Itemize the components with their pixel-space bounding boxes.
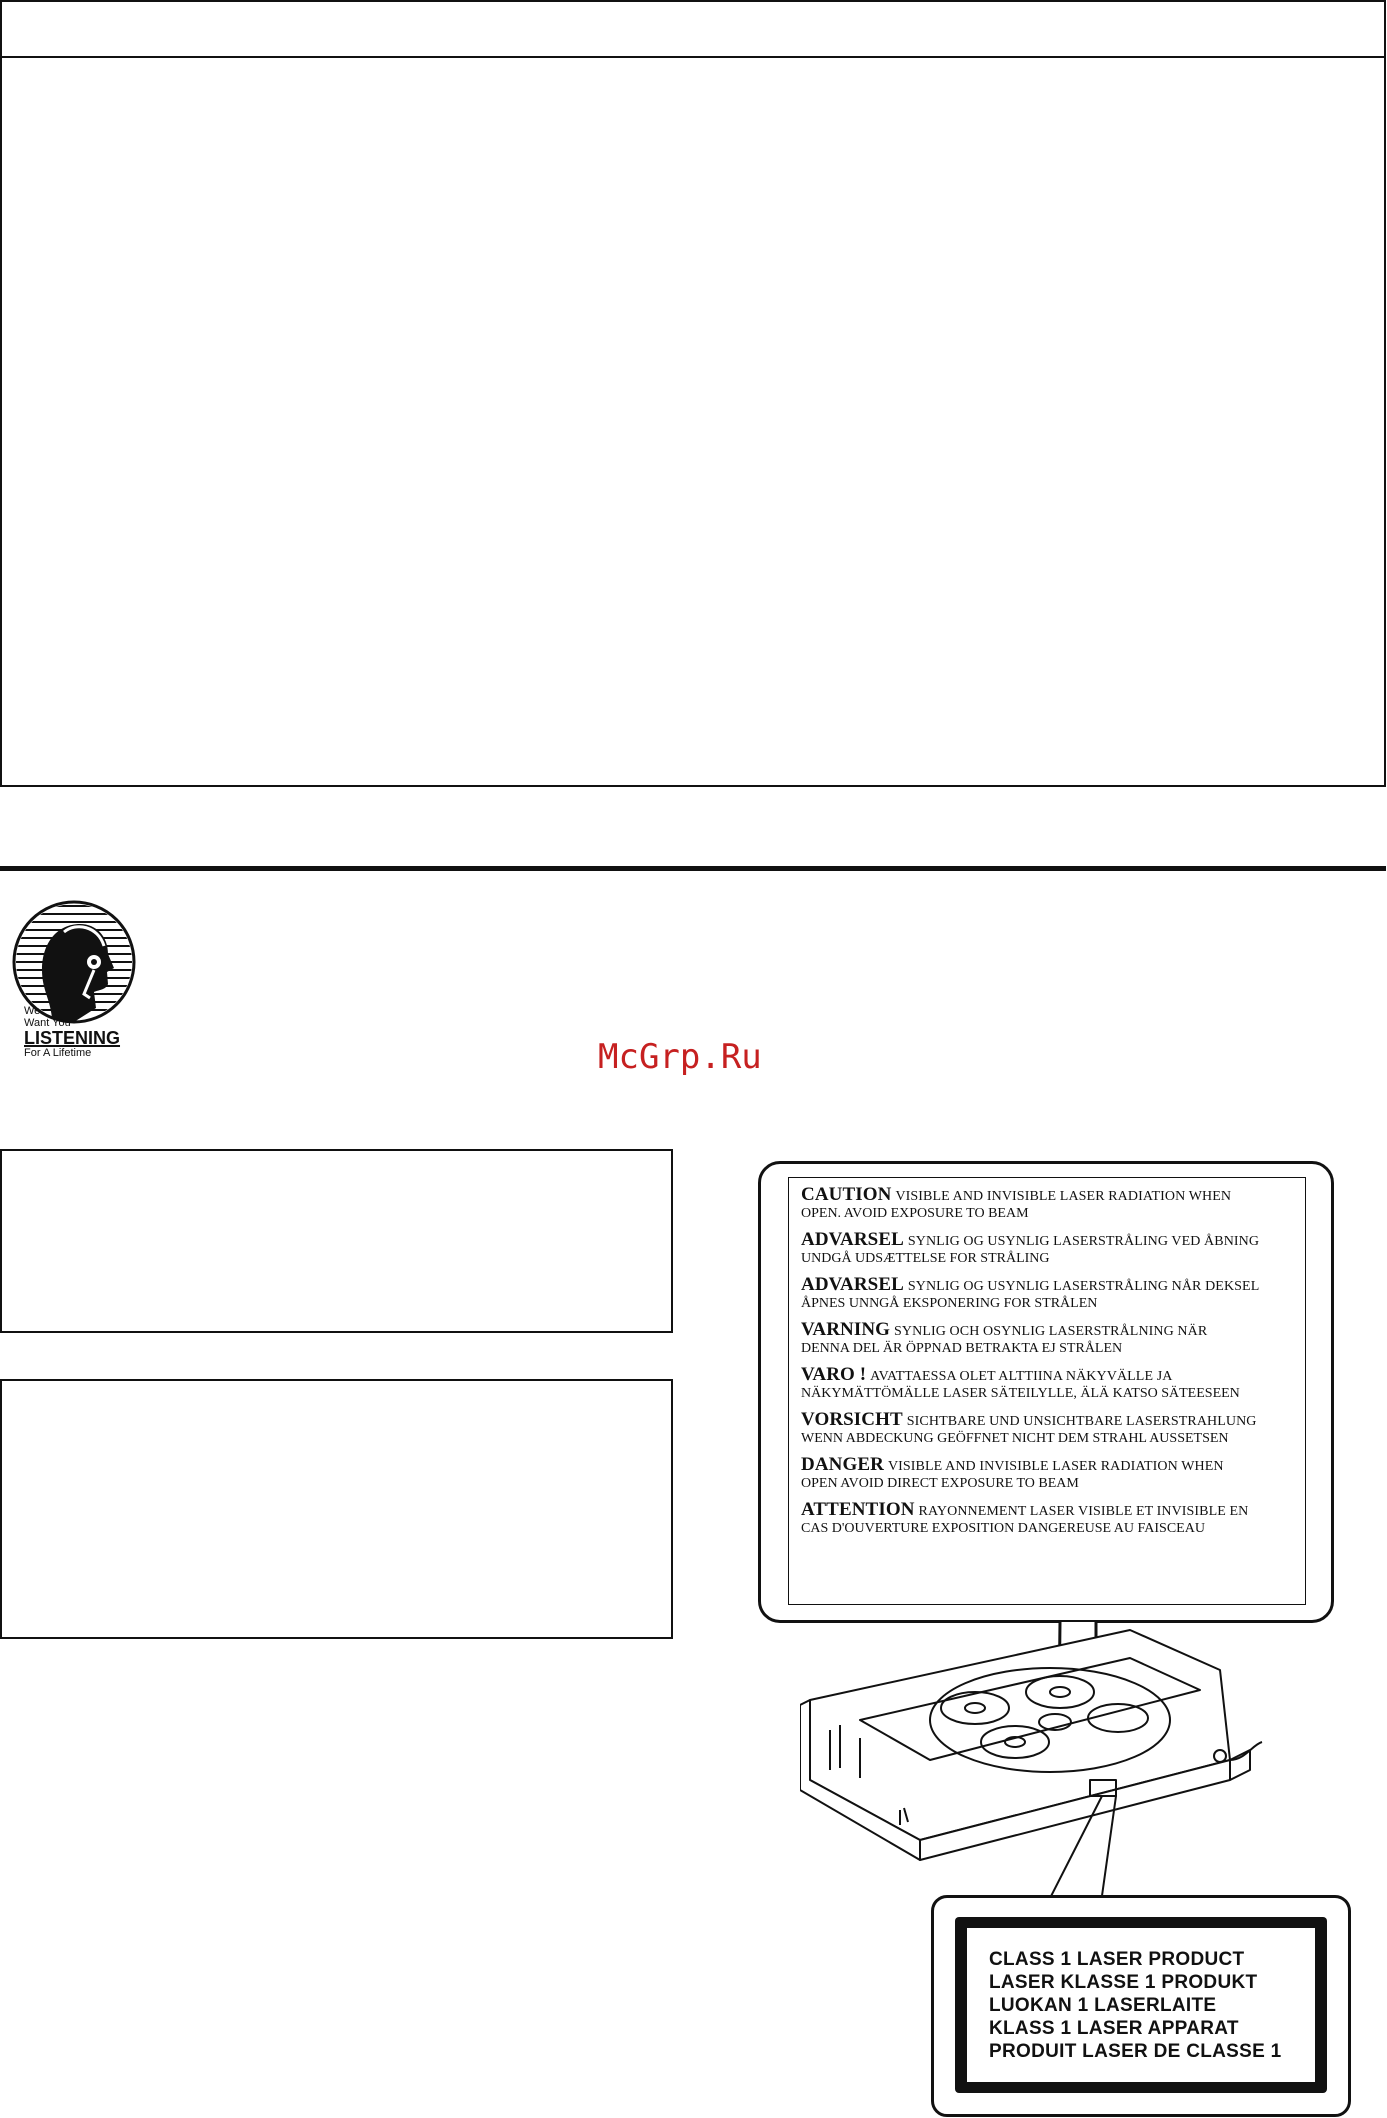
warning-varning: [801, 1321, 1293, 1357]
class-1-laser-label: [967, 1928, 1315, 2082]
logo-caption: [24, 1005, 154, 1060]
top-notice-box: [0, 0, 1386, 787]
warning-text: OPEN AVOID DIRECT EXPOSURE TO BEAM: [801, 1476, 1079, 1491]
warning-text: SICHTBARE UND UNSICHTBARE LASERSTRAHLUNG: [906, 1414, 1257, 1429]
logo-text-we: We: [24, 1005, 41, 1017]
warning-keyword: ADVARSEL: [801, 1229, 904, 1250]
warning-text: SYNLIG OG USYNLIG LASERSTRÅLING NÅR DEKSEL: [907, 1279, 1260, 1294]
notice-box-1: [0, 1149, 673, 1333]
warning-keyword: DANGER: [801, 1454, 884, 1475]
warning-text: CAS D'OUVERTURE EXPOSITION DANGEREUSE AU FAISCEAU: [801, 1521, 1205, 1536]
warning-keyword: VARO !: [801, 1364, 867, 1385]
top-box-header-divider: [2, 56, 1384, 58]
class-label-line: LASER KLASSE 1 PRODUKT: [989, 1972, 1258, 1993]
class-label-line: PRODUIT LASER DE CLASSE 1: [989, 2041, 1282, 2062]
class-label-line: LUOKAN 1 LASERLAITE: [989, 1995, 1217, 2016]
warning-text: ÅPNES UNNGÅ EKSPONERING FOR STRÅLEN: [801, 1296, 1098, 1311]
warning-text: DENNA DEL ÄR ÖPPNAD BETRAKTA EJ STRÅLEN: [801, 1341, 1123, 1356]
warning-keyword: ADVARSEL: [801, 1274, 904, 1295]
cd-changer-illustration-icon: [800, 1610, 1360, 1910]
logo-text-want-you: Want You: [24, 1017, 71, 1029]
section-rule: [0, 866, 1386, 871]
warning-advarsel-no: [801, 1276, 1293, 1312]
warning-varo: [801, 1366, 1293, 1402]
warning-keyword: CAUTION: [801, 1184, 892, 1205]
warning-vorsicht: [801, 1411, 1293, 1447]
warning-text: NÄKYMÄTTÖMÄLLE LASER SÄTEILYLLE, ÄLÄ KATSO SÄTEESEEN: [801, 1386, 1240, 1401]
class-label-line: KLASS 1 LASER APPARAT: [989, 2018, 1239, 2039]
warning-text: VISIBLE AND INVISIBLE LASER RADIATION WHEN: [887, 1459, 1224, 1474]
class-label-line: CLASS 1 LASER PRODUCT: [989, 1949, 1245, 1970]
warning-advarsel-dk: [801, 1231, 1293, 1267]
warning-keyword: ATTENTION: [801, 1499, 915, 1520]
warning-keyword: VORSICHT: [801, 1409, 903, 1430]
warning-keyword: VARNING: [801, 1319, 891, 1340]
warning-text: VISIBLE AND INVISIBLE LASER RADIATION WHEN: [895, 1189, 1232, 1204]
warning-caution: [801, 1186, 1293, 1222]
logo-text-listening: LISTENING: [24, 1028, 121, 1048]
warning-text: SYNLIG OG USYNLIG LASERSTRÅLING VED ÅBNING: [907, 1234, 1260, 1249]
warning-text: AVATTAESSA OLET ALTTIINA NÄKYVÄLLE JA: [870, 1369, 1173, 1384]
warning-text: WENN ABDECKUNG GEÖFFNET NICHT DEM STRAHL AUSSETSEN: [801, 1431, 1229, 1446]
notice-box-2: [0, 1379, 673, 1639]
logo-text-lifetime: For A Lifetime: [24, 1047, 92, 1059]
warning-danger: [801, 1456, 1293, 1492]
watermark-text: McGrp.Ru: [598, 1037, 762, 1077]
warning-text: RAYONNEMENT LASER VISIBLE ET INVISIBLE EN: [918, 1504, 1249, 1519]
warning-text: OPEN. AVOID EXPOSURE TO BEAM: [801, 1206, 1029, 1221]
caution-label: [788, 1177, 1306, 1605]
warning-attention: [801, 1501, 1293, 1537]
warning-text: SYNLIG OCH OSYNLIG LASERSTRÅLNING NÄR: [894, 1324, 1208, 1339]
warning-text: UNDGÅ UDSÆTTELSE FOR STRÅLING: [801, 1251, 1050, 1266]
